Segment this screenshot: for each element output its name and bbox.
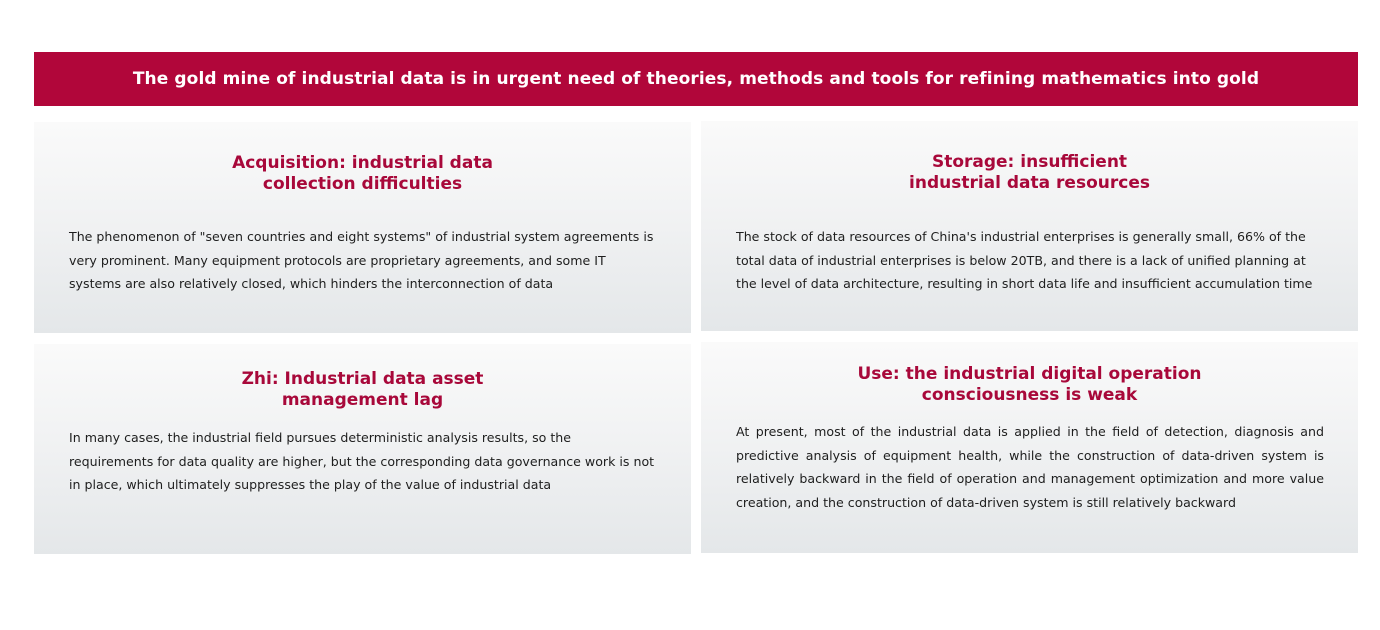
card-management xyxy=(34,344,691,554)
banner-title: The gold mine of industrial data is in urgent need of theories, methods and tools for refining mathematics into gold xyxy=(132,69,1260,89)
card-storage xyxy=(701,121,1358,331)
card-body: The stock of data resources of China's industrial enterprises is generally small, 66% of the total data of industrial enterprises is below 20TB, and there is a lack of unified planning at the level of data architecture, resulting in short data life and insufficient accumulation time xyxy=(736,229,1313,291)
card-acquisition xyxy=(34,122,691,333)
card-body: In many cases, the industrial field pursues deterministic analysis results, so the requirements for data quality are higher, but the corresponding data governance work is not in place, which ultimately suppresses the play of the value of industrial data xyxy=(69,430,655,492)
card-title: Acquisition: industrial data collection difficulties xyxy=(232,153,493,194)
header-banner xyxy=(34,52,1358,106)
card-title: Zhi: Industrial data asset management lag xyxy=(241,369,484,410)
card-title: Storage: insufficient industrial data resources xyxy=(909,152,1150,193)
card-use xyxy=(701,342,1358,553)
card-body: At present, most of the industrial data is applied in the field of detection, diagnosis and predictive analysis of equipment health, while the construction of data-driven system is relatively backward in the field of operation and management optimization and more value creation, and the construction of data-driven system is still relatively backward xyxy=(736,424,1324,510)
card-body: The phenomenon of "seven countries and eight systems" of industrial system agreements is very prominent. Many equipment protocols are proprietary agreements, and some IT systems are also relatively closed, which hinders the interconnection of data xyxy=(69,229,654,291)
card-title: Use: the industrial digital operation consciousness is weak xyxy=(857,364,1202,405)
